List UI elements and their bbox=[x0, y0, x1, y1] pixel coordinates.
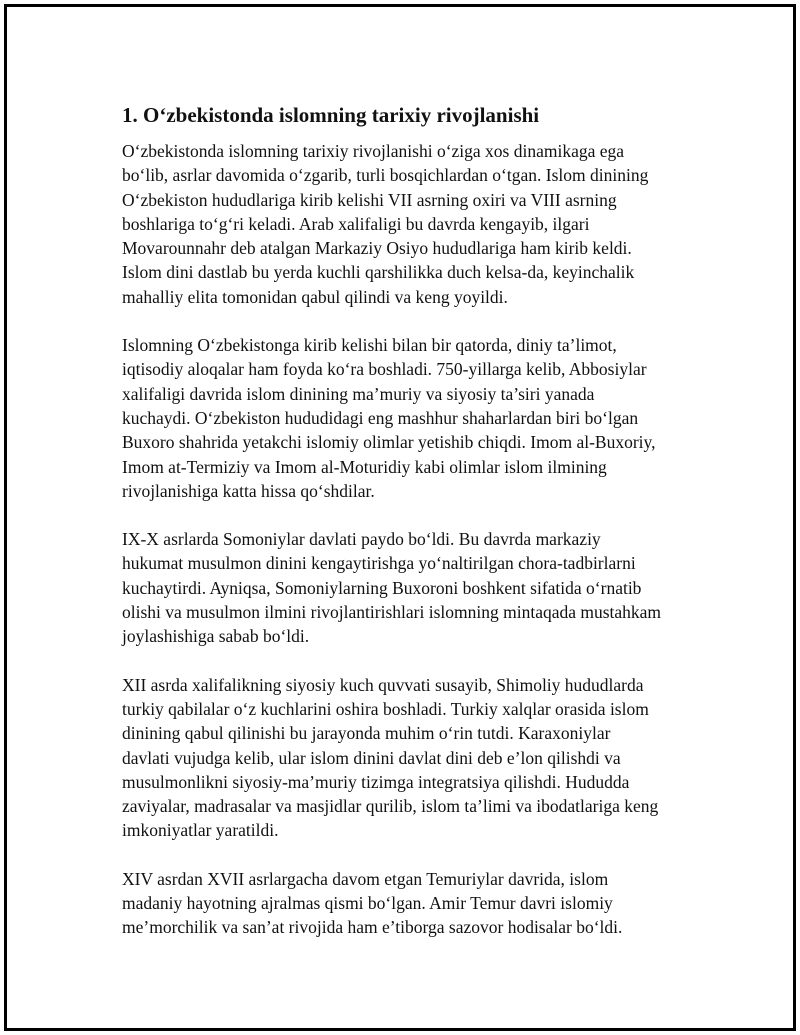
text-line: XII asrda xalifalikning siyosiy kuch quvvati susayib, Shimoliy hududlarda bbox=[122, 674, 644, 695]
text-line: joylashishiga sabab bo‘ldi. bbox=[122, 626, 310, 647]
page-frame bbox=[4, 4, 796, 1031]
text-line: hukumat musulmon dinini kengaytirishga yo‘naltirilgan chora-tadbirlarni bbox=[122, 553, 636, 574]
paragraph-2 bbox=[122, 333, 712, 503]
document-body bbox=[122, 101, 712, 964]
text-line: Islom dini dastlab bu yerda kuchli qarshilikka duch kelsa-da, keyinchalik bbox=[122, 262, 635, 283]
text-line: Movarounnahr deb atalgan Markaziy Osiyo hududlariga ham kirib keldi. bbox=[122, 238, 632, 259]
text-line: kuchaytirdi. Ayniqsa, Somoniylarning Buxoroni boshkent sifatida o‘rnatib bbox=[122, 577, 642, 598]
text-line: madaniy hayotning ajralmas qismi bo‘lgan. Amir Temur davri islomiy bbox=[122, 893, 613, 914]
text-line: Islomning O‘zbekistonga kirib kelishi bilan bir qatorda, diniy ta’limot, bbox=[122, 335, 617, 356]
text-line: musulmonlikni siyosiy-ma’muriy tizimga integratsiya qilishdi. Hududda bbox=[122, 771, 630, 792]
paragraph-4 bbox=[122, 673, 712, 843]
text-line: O‘zbekiston hududlariga kirib kelishi VII asrning oxiri va VIII asrning bbox=[122, 189, 617, 210]
paragraph-3 bbox=[122, 527, 712, 648]
text-line: rivojlanishiga katta hissa qo‘shdilar. bbox=[122, 480, 375, 501]
text-line: boshlariga to‘g‘ri keladi. Arab xalifaligi bu davrda kengayib, ilgari bbox=[122, 213, 590, 234]
text-line: zaviyalar, madrasalar va masjidlar qurilib, islom ta’limi va ibodatlariga keng bbox=[122, 796, 659, 817]
text-line: Buxoro shahrida yetakchi islomiy olimlar yetishib chiqdi. Imom al-Buxoriy, bbox=[122, 432, 656, 453]
text-line: turkiy qabilalar o‘z kuchlarini oshira boshladi. Turkiy xalqlar orasida islom bbox=[122, 698, 649, 719]
paragraph-1 bbox=[122, 139, 712, 309]
text-line: kuchaydi. O‘zbekiston hududidagi eng mashhur shaharlardan biri bo‘lgan bbox=[122, 407, 639, 428]
text-line: XIV asrdan XVII asrlargacha davom etgan Temuriylar davrida, islom bbox=[122, 868, 609, 889]
text-line: davlati vujudga kelib, ular islom dinini davlat dini deb e’lon qilishdi va bbox=[122, 747, 621, 768]
text-line: mahalliy elita tomonidan qabul qilindi va keng yoyildi. bbox=[122, 286, 508, 307]
text-line: dinining qabul qilinishi bu jarayonda muhim o‘rin tutdi. Karaxoniylar bbox=[122, 723, 611, 744]
text-line: bo‘lib, asrlar davomida o‘zgarib, turli bosqichlardan o‘tgan. Islom dinining bbox=[122, 165, 649, 186]
paragraph-5 bbox=[122, 867, 712, 940]
text-line: imkoniyatlar yaratildi. bbox=[122, 820, 279, 841]
text-line: IX-X asrlarda Somoniylar davlati paydo bo‘ldi. Bu davrda markaziy bbox=[122, 529, 601, 550]
text-line: iqtisodiy aloqalar ham foyda ko‘ra boshladi. 750-yillarga kelib, Abbosiylar bbox=[122, 359, 647, 380]
text-line: olishi va musulmon ilmini rivojlantirishlari islomning mintaqada mustahkam bbox=[122, 602, 662, 623]
text-line: Imom at-Termiziy va Imom al-Moturidiy kabi olimlar islom ilmining bbox=[122, 456, 607, 477]
text-line: O‘zbekistonda islomning tarixiy rivojlanishi o‘ziga xos dinamikaga ega bbox=[122, 141, 625, 161]
text-line: me’morchilik va san’at rivojida ham e’tiborga sazovor hodisalar bo‘ldi. bbox=[122, 917, 623, 938]
section-heading: 1. O‘zbekistonda islomning tarixiy rivojlanishi bbox=[122, 103, 540, 127]
text-line: xalifaligi davrida islom dinining ma’muriy va siyosiy ta’siri yanada bbox=[122, 383, 595, 404]
